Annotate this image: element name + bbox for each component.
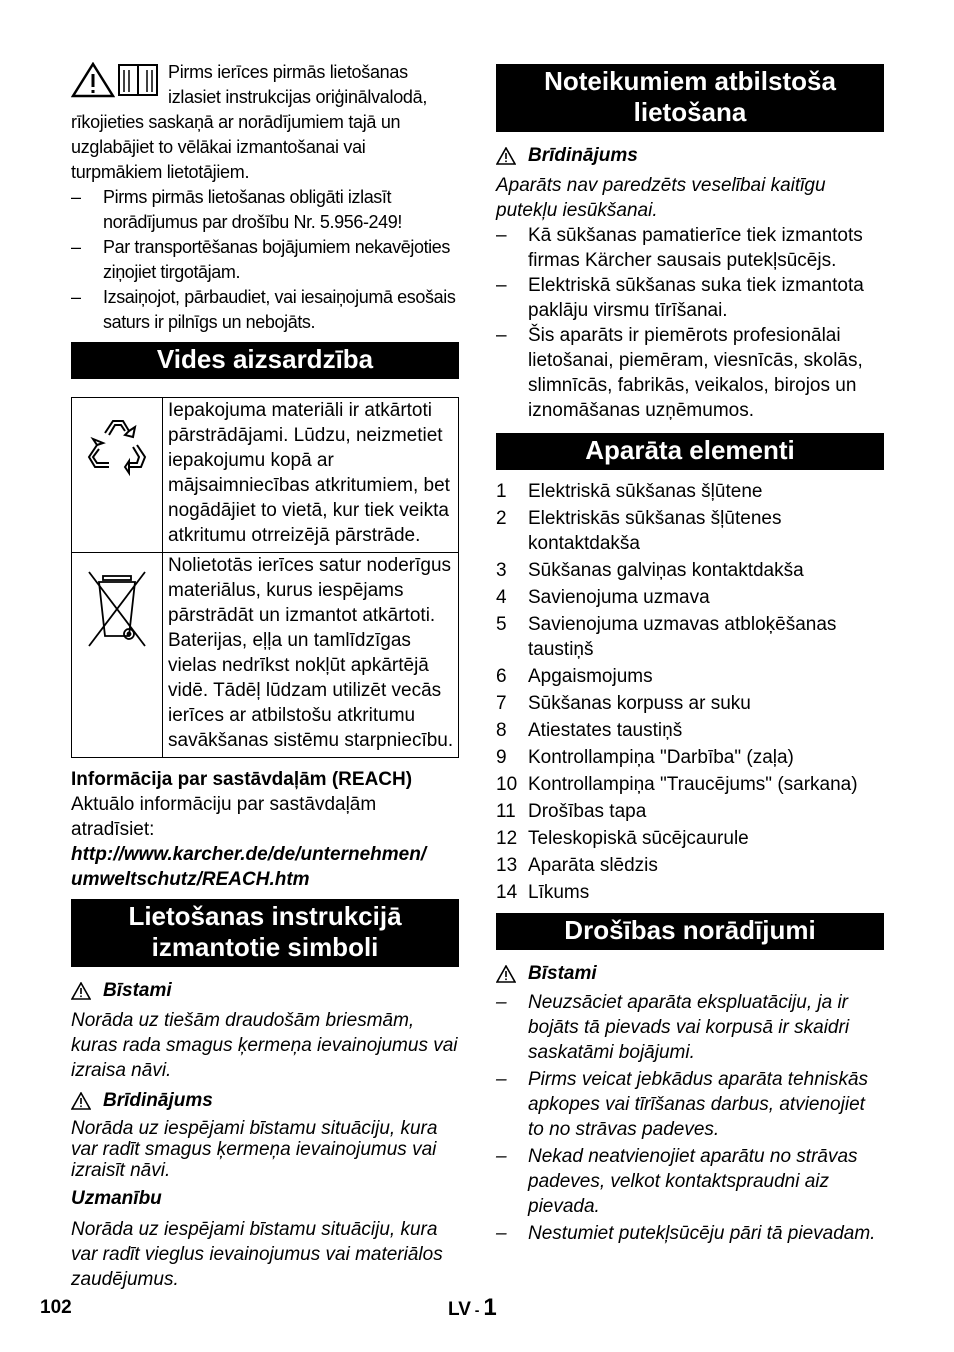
danger-label-line xyxy=(496,961,884,986)
warning-triangle-icon xyxy=(71,1092,91,1110)
item-number: 11 xyxy=(496,801,516,822)
item-number: 10 xyxy=(496,774,518,795)
environment-table xyxy=(71,397,459,758)
item-number: 9 xyxy=(496,747,507,768)
heading-symbols: Lietošanas instrukcijā izmantotie simboli xyxy=(71,899,459,967)
item-text: Drošības tapa xyxy=(528,801,647,822)
list-item: – Elektriskā sūkšanas suka tiek izmantota paklāju virsmu tīrīšanai. xyxy=(496,273,884,323)
item-number: 12 xyxy=(496,828,518,849)
list-item xyxy=(496,799,884,824)
reach-title: Informācija par sastāvdaļām (REACH) xyxy=(71,769,413,790)
warning-text: Norāda uz iespējami bīstamu situāciju, kura var radīt smagus ķermeņa ievainojumus vai izraisīt nāvi. xyxy=(71,1118,438,1181)
warning-triangle-icon xyxy=(71,62,115,98)
caution-text: Norāda uz iespējami bīstamu situāciju, kura var radīt vieglus ievainojumus vai materiālos zaudējumus. xyxy=(71,1219,443,1290)
item-text: Aparāta slēdzis xyxy=(528,855,658,876)
item-text: Teleskopiskā sūcējcaurule xyxy=(528,828,749,849)
warning-label-line xyxy=(71,1088,459,1113)
recycling-text: Iepakojuma materiāli ir atkārtoti pārstrādājami. Lūdzu, neizmetiet iepakojumu kopā ar mājsaimniecības atkritumiem, bet nogādājiet to vietā, kur tiek veikta atkritumu otrreizējā pārstrāde. xyxy=(163,398,459,553)
item-number: 1 xyxy=(496,481,507,502)
item-text: Savienojuma uzmava xyxy=(528,587,710,608)
list-item xyxy=(496,479,884,504)
intended-use-list xyxy=(496,223,884,423)
item-number: 7 xyxy=(496,693,507,714)
list-item xyxy=(496,745,884,770)
warning-triangle-icon xyxy=(496,965,516,983)
heading-environment: Vides aizsardzība xyxy=(71,342,459,379)
item-number: 8 xyxy=(496,720,507,741)
warning-label-line xyxy=(496,143,884,168)
item-number: 6 xyxy=(496,666,507,687)
item-text: Savienojuma uzmavas atbloķēšanas taustiņš xyxy=(528,614,837,660)
item-number: 14 xyxy=(496,882,518,903)
recycling-icon-cell xyxy=(72,398,163,553)
item-number: 13 xyxy=(496,855,518,876)
item-text: Sūkšanas korpuss ar suku xyxy=(528,693,751,714)
reach-text: Aktuālo informāciju par sastāvdaļām atradīsiet: xyxy=(71,794,377,840)
intro-line-1: Pirms ierīces pirmās lietošanas xyxy=(168,62,408,82)
table-row xyxy=(72,398,459,553)
list-item xyxy=(496,853,884,878)
intended-use-warning-text: Aparāts nav paredzēts veselībai kaitīgu putekļu iesūkšanai. xyxy=(496,175,826,221)
item-text: Apgaismojums xyxy=(528,666,653,687)
right-column xyxy=(496,64,884,1246)
crossed-bin-icon-cell xyxy=(72,553,163,758)
warning-label: Brīdinājums xyxy=(528,145,638,166)
list-item xyxy=(496,826,884,851)
list-item: – Izsaiņojot, pārbaudiet, vai iesaiņojumā esošais saturs ir pilnīgs un nebojāts. xyxy=(71,285,459,335)
warning-label: Brīdinājums xyxy=(103,1090,213,1111)
intro-block xyxy=(71,60,459,335)
footer-page: 1 xyxy=(483,1294,497,1321)
page-number: 102 xyxy=(40,1297,72,1318)
page-footer-label xyxy=(448,1295,497,1323)
list-item xyxy=(496,772,884,797)
item-text: Kontrollampiņa "Traucējums" (sarkana) xyxy=(528,774,858,795)
heading-intended-use: Noteikumiem atbilstoša lietošana xyxy=(496,64,884,132)
warning-triangle-icon xyxy=(496,147,516,165)
list-item xyxy=(496,558,884,583)
item-number: 4 xyxy=(496,587,507,608)
list-item: – Par transportēšanas bojājumiem nekavējoties ziņojiet tirgotājam. xyxy=(71,235,459,285)
item-text: Elektriskās sūkšanas šļūtenes kontaktdakša xyxy=(528,508,782,554)
list-item: – Pirms pirmās lietošanas obligāti izlasīt norādījumus par drošību Nr. 5.956-249! xyxy=(71,185,459,235)
list-item xyxy=(496,612,884,662)
item-text: Sūkšanas galviņas kontaktdakša xyxy=(528,560,804,581)
list-item: – Neuzsāciet aparāta ekspluatāciju, ja ir bojāts tā pievads vai korpusā ir skaidri saskatāmi bojājumi. xyxy=(496,990,884,1065)
item-text: Atiestates taustiņš xyxy=(528,720,683,741)
list-item: – Pirms veicat jebkādus aparāta tehniskās apkopes vai tīrīšanas darbus, atvienojiet to no strāvas padeves. xyxy=(496,1067,884,1142)
heading-safety: Drošības norādījumi xyxy=(496,913,884,950)
item-text: Kontrollampiņa "Darbība" (zaļa) xyxy=(528,747,794,768)
list-item xyxy=(496,506,884,556)
list-item: – Nestumiet putekļsūcēju pāri tā pievadam. xyxy=(496,1221,884,1246)
manual-book-icon xyxy=(117,62,159,98)
item-text: Elektriskā sūkšanas šļūtene xyxy=(528,481,763,502)
list-item xyxy=(496,880,884,905)
danger-label: Bīstami xyxy=(103,980,172,1001)
footer-separator: - xyxy=(470,1302,484,1318)
danger-label: Bīstami xyxy=(528,963,597,984)
heading-elements: Aparāta elementi xyxy=(496,433,884,470)
item-number: 2 xyxy=(496,508,507,529)
list-item: – Šis aparāts ir piemērots profesionālai lietošanai, piemēram, viesnīcās, skolās, slimnīcās, fabrikās, veikalos, birojos un iznomāšanas uzņēmumos. xyxy=(496,323,884,423)
warning-triangle-icon xyxy=(71,982,91,1000)
caution-label: Uzmanību xyxy=(71,1188,162,1209)
list-item xyxy=(496,585,884,610)
disposal-text: Nolietotās ierīces satur noderīgus materiālus, kurus iespējams pārstrādāt un izmantot atkārtoti. Baterijas, eļļa un tamlīdzīgas vielas nedrīkst nokļūt apkārtējā vidē. Tādēļ lūdzam utilizēt vecās ierīces ar atbilstošu atkritumu savākšanas sistēmu starpniecību. xyxy=(163,553,459,758)
table-row xyxy=(72,553,459,758)
intro-text: rīkojieties saskaņā ar norādījumiem tajā un uzglabājiet to vēlākai izmantošanai vai turpmākiem lietotājiem. xyxy=(71,112,401,182)
recycling-icon xyxy=(79,411,155,487)
crossed-bin-icon xyxy=(79,566,155,656)
list-item xyxy=(496,718,884,743)
item-number: 3 xyxy=(496,560,507,581)
reach-url-link[interactable]: http://www.karcher.de/de/unternehmen/ umweltschutz/REACH.htm xyxy=(71,844,427,890)
list-item xyxy=(496,691,884,716)
left-column xyxy=(71,60,459,1292)
danger-text: Norāda uz tiešām draudošām briesmām, kuras rada smagus ķermeņa ievainojumus vai izraisa nāvi. xyxy=(71,1010,458,1081)
item-number: 5 xyxy=(496,614,507,635)
safety-list xyxy=(496,990,884,1246)
intro-icons xyxy=(71,62,159,98)
intro-list xyxy=(71,185,459,335)
list-item xyxy=(496,664,884,689)
danger-label-line xyxy=(71,978,459,1003)
list-item: – Kā sūkšanas pamatierīce tiek izmantots firmas Kärcher sausais putekļsūcējs. xyxy=(496,223,884,273)
list-item: – Nekad neatvienojiet aparātu no strāvas padeves, velkot kontaktspraudni aiz pievada. xyxy=(496,1144,884,1219)
intro-line-2: izlasiet instrukcijas oriģinālvalodā, xyxy=(168,87,428,107)
elements-list xyxy=(496,479,884,905)
item-text: Līkums xyxy=(528,882,590,903)
footer-lang: LV xyxy=(448,1299,471,1320)
